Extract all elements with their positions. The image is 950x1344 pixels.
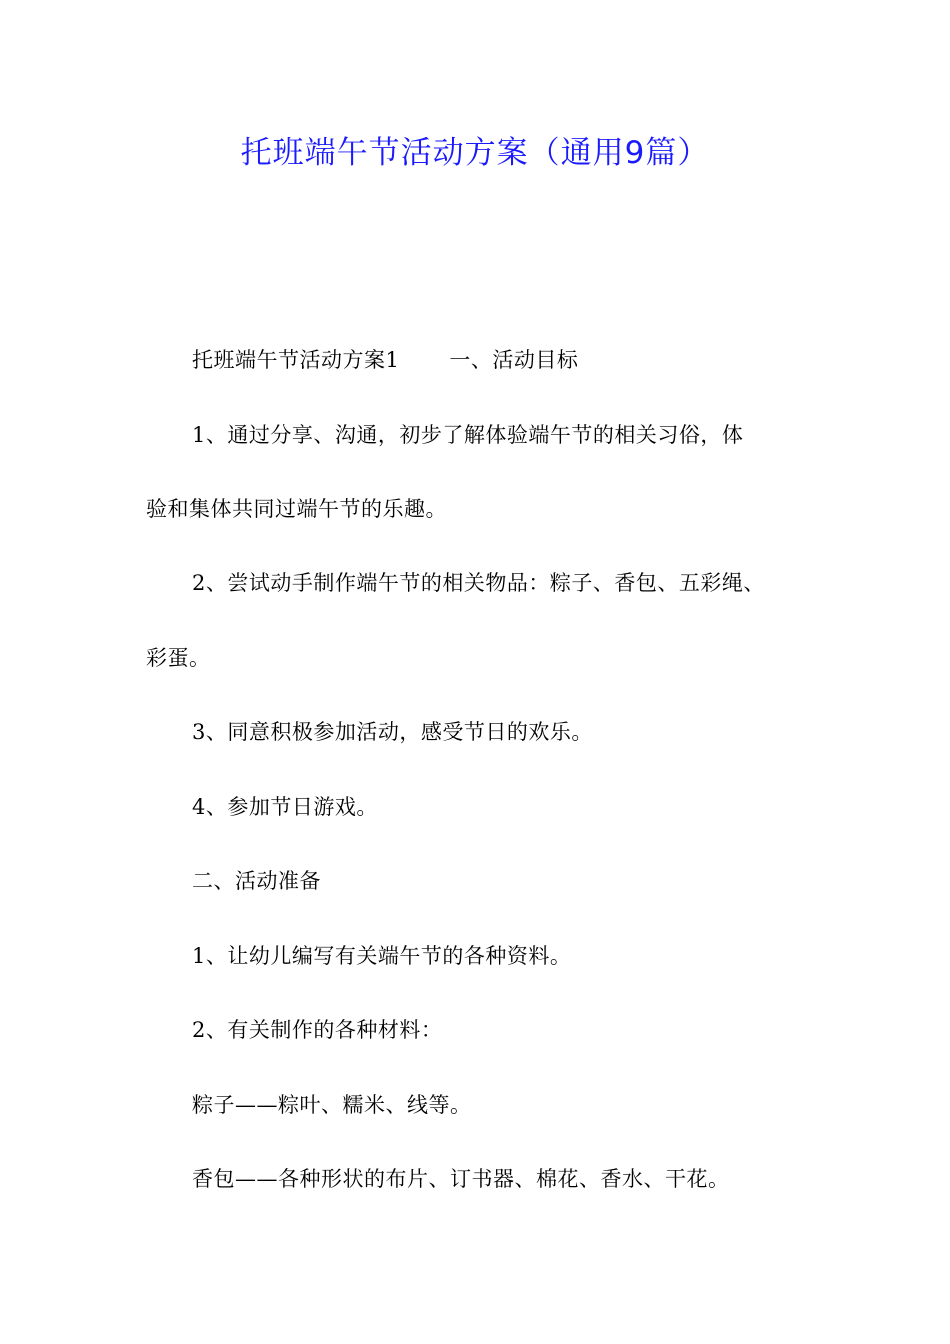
goal-3: 3、同意积极参加活动，感受节日的欢乐。 xyxy=(192,720,593,744)
goal-2-line-2: 彩蛋。 xyxy=(146,646,211,670)
prep-2: 2、有关制作的各种材料： xyxy=(192,1018,443,1042)
heading-line xyxy=(192,345,882,375)
heading-section-1: 一、活动目标 xyxy=(449,348,579,372)
prep-zongzi: 粽子——粽叶、糯米、线等。 xyxy=(192,1093,472,1117)
document-title: 托班端午节活动方案（通用9篇） xyxy=(240,135,710,171)
prep-xiangbao: 香包——各种形状的布片、订书器、棉花、香水、干花。 xyxy=(192,1167,730,1191)
goal-4: 4、参加节日游戏。 xyxy=(192,795,378,819)
goal-1-line-1: 1、通过分享、沟通，初步了解体验端午节的相关习俗，体 xyxy=(192,423,744,447)
goal-2-line-1: 2、尝试动手制作端午节的相关物品：粽子、香包、五彩绳、 xyxy=(192,571,765,595)
section-2-heading: 二、活动准备 xyxy=(192,869,321,893)
heading-plan-1: 托班端午节活动方案1 xyxy=(192,348,400,372)
prep-1: 1、让幼儿编写有关端午节的各种资料。 xyxy=(192,944,572,968)
goal-1-line-2: 验和集体共同过端午节的乐趣。 xyxy=(146,497,447,521)
